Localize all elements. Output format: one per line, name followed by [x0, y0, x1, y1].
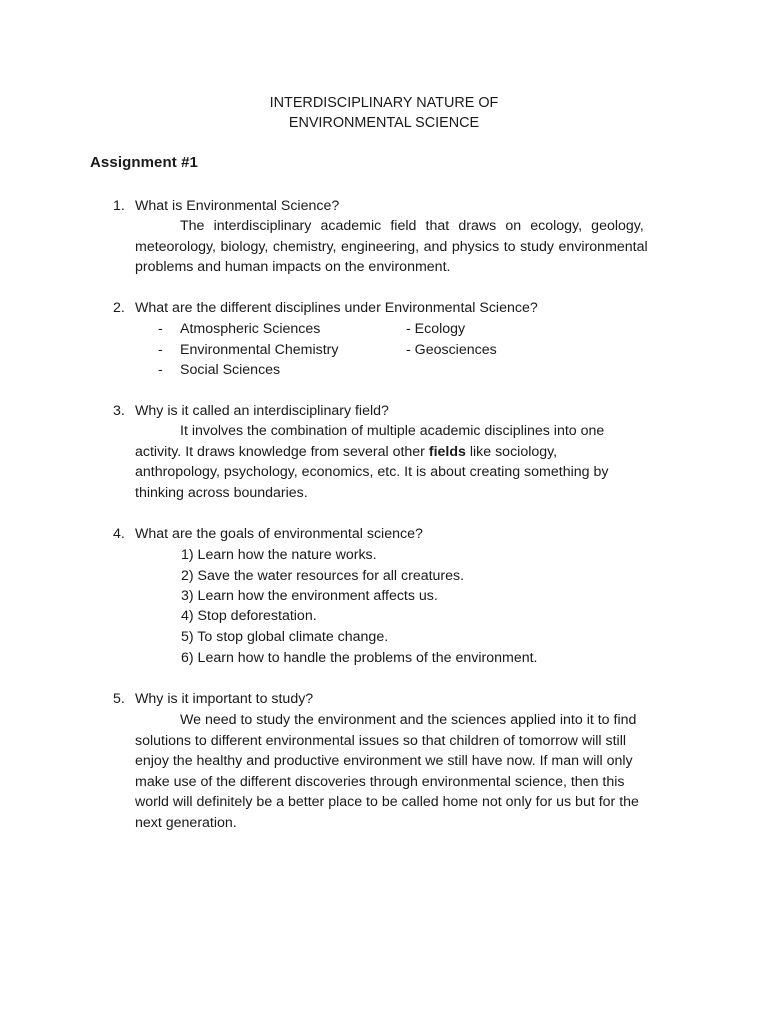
answer-line: make use of the different discoveries through environmental science, then this	[135, 773, 625, 790]
answer-1	[135, 216, 678, 278]
answer-line: anthropology, psychology, economics, etc. It is about creating something by	[135, 464, 609, 481]
document-title-line-1: INTERDISCIPLINARY NATURE OF	[269, 95, 499, 111]
goal-item: 1) Learn how the nature works.	[181, 547, 377, 563]
answer-line: The interdisciplinary academic field that draws on ecology, geology,	[180, 218, 644, 234]
question-text: What are the different disciplines under Environmental Science?	[135, 300, 538, 316]
answer-line: meteorology, biology, chemistry, engineering, and physics to study environmental	[135, 238, 648, 255]
discipline-item: - Ecology	[406, 321, 466, 337]
bullet-dash: -	[158, 342, 163, 358]
answer-line: activity. It draws knowledge from several other fields like sociology,	[135, 443, 558, 460]
answer-line: It involves the combination of multiple academic disciplines into one	[180, 423, 605, 439]
question-text: What is Environmental Science?	[135, 198, 340, 214]
discipline-item: Atmospheric Sciences	[180, 321, 321, 337]
bullet-dash: -	[158, 362, 163, 378]
answer-5	[135, 710, 678, 834]
answer-3	[135, 421, 678, 503]
question-text: What are the goals of environmental science?	[135, 526, 423, 542]
discipline-item: - Geosciences	[406, 342, 497, 358]
keyword-fields: fields	[428, 443, 466, 460]
question-number: 1.	[113, 198, 125, 214]
discipline-item: Social Sciences	[180, 362, 281, 378]
goal-item: 5) To stop global climate change.	[181, 629, 389, 645]
document-title-line-2: ENVIRONMENTAL SCIENCE	[288, 115, 480, 131]
goal-item: 6) Learn how to handle the problems of the environment.	[181, 650, 538, 666]
question-number: 2.	[113, 300, 125, 316]
question-number: 3.	[113, 403, 125, 419]
goal-item: 4) Stop deforestation.	[181, 608, 317, 624]
bullet-dash: -	[158, 321, 163, 337]
answer-line: solutions to different environmental issues so that children of tomorrow will still	[135, 732, 627, 749]
assignment-heading: Assignment #1	[90, 154, 198, 171]
question-number: 4.	[113, 526, 125, 542]
answer-line: thinking across boundaries.	[135, 484, 308, 501]
question-text: Why is it called an interdisciplinary field?	[135, 403, 389, 419]
answer-line: next generation.	[135, 814, 237, 831]
goal-item: 3) Learn how the environment affects us.	[181, 588, 438, 604]
discipline-item: Environmental Chemistry	[180, 342, 339, 358]
answer-line: enjoy the healthy and productive environment we still have now. If man will only	[135, 753, 633, 770]
answer-line: world will definitely be a better place to be called home not only for us but for the	[135, 794, 639, 811]
answer-line: problems and human impacts on the environment.	[135, 259, 451, 276]
goal-item: 2) Save the water resources for all creatures.	[181, 568, 465, 584]
answer-line: We need to study the environment and the sciences applied into it to find	[180, 712, 637, 728]
question-text: Why is it important to study?	[135, 691, 314, 707]
question-number: 5.	[113, 691, 125, 707]
